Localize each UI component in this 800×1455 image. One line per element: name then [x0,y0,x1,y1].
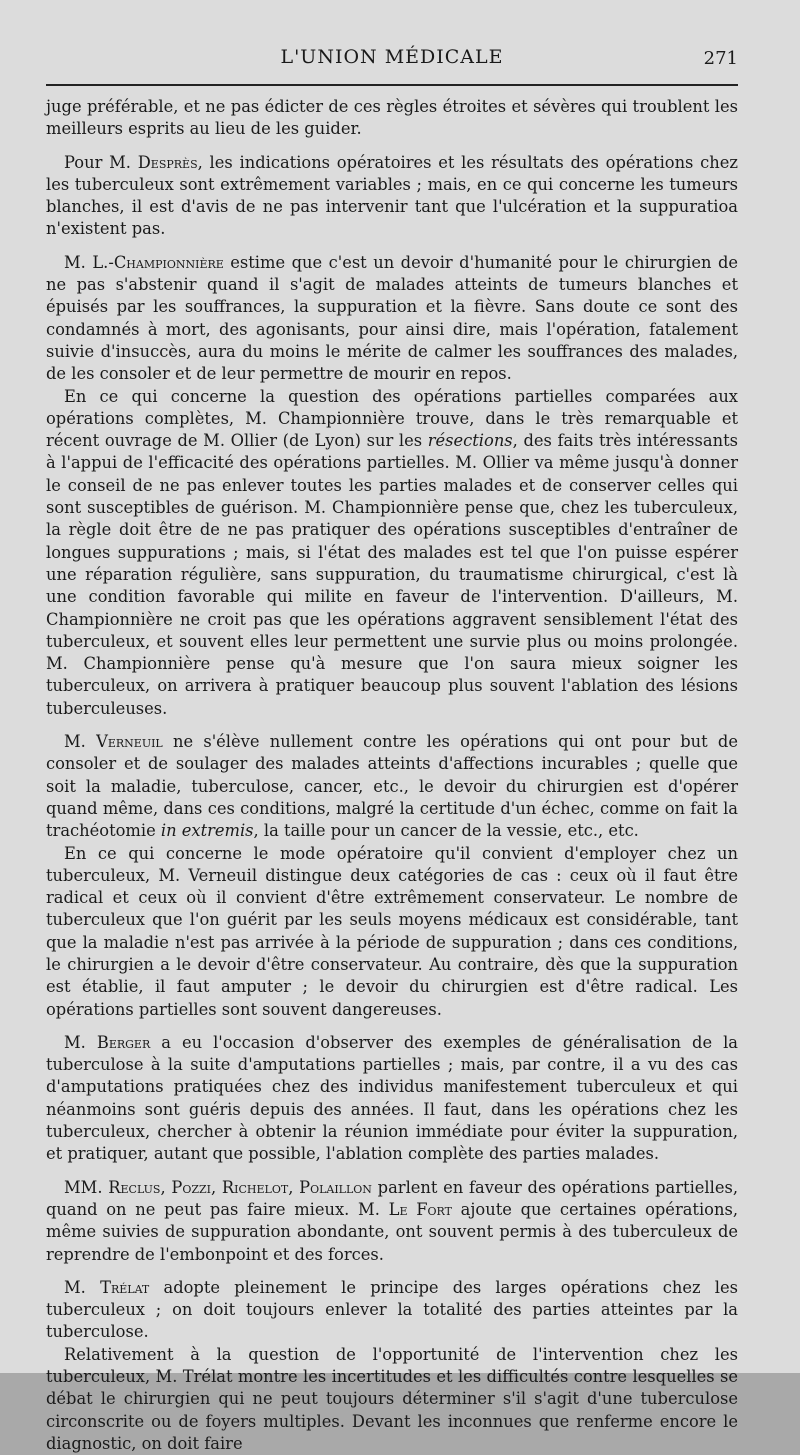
text-run: estime que c'est un devoir d'humanité pour le chirurgien de ne pas s'abstenir quand il s'agit de malades atteints de tumeurs blanches et épuisés par les souffrances, la suppuration et la fièvre. Sans doute ce sont des condamnés à mort, des agonisants, pour ainsi dire, mais l'opération, fatalement suivie d'insuccès, aura du moins le mérite de calmer les souffrances des malades, de les consoler et de leur permettre de mourir en repos. [46,252,739,384]
paragraph [46,152,738,241]
italic-term: in extremis [160,821,254,841]
paragraph [46,843,738,1021]
text-run: parlent en faveur des opérations partielles, quand on ne peut pas faire mieux. M. [46,1177,739,1219]
text-run: M. [64,1032,97,1052]
text-run: juge préférable, et ne pas édicter de ces règles étroites et sévères qui troublent les meilleurs esprits au lieu de les guider. [46,97,738,139]
text-run: M. [64,732,97,752]
text-run: M. [64,1277,101,1297]
text-run: MM. [64,1177,109,1197]
paragraph [46,1032,738,1166]
author-name: Polaillon [299,1177,372,1197]
page-number: 271 [703,48,738,69]
author-name: Le Fort [388,1199,452,1219]
text-run: M. L.- [64,252,114,272]
paragraph [46,1177,738,1266]
running-header [46,44,738,74]
author-name: Richelot [221,1177,289,1197]
body-text [46,96,738,1455]
paragraph [46,1277,738,1344]
text-run: ajoute que certaines opérations, même suivies de suppuration abondante, ont souvent permis à des tuberculeux de reprendre de l'embonpoint et des forces. [46,1199,739,1264]
text-run: En ce qui concerne la question des opérations partielles comparées aux opérations complètes, M. Championnière trouve, dans le très remarquable et récent ouvrage de M. Ollier (de Lyon) sur les [46,386,738,451]
author-name: Berger [96,1032,151,1052]
author-name: Championnière [113,252,224,272]
text-run: , [288,1177,300,1197]
text-run: a eu l'occasion d'observer des exemples de généralisation de la tuberculose à la suite d'amputations partielles ; mais, par contre, il a vu des cas d'amputations pratiquées chez des individus manifestement tuberculeux et qui néanmoins sont guéris depuis des années. Il faut, dans les opérations chez les tuberculeux, chercher à obtenir la réunion immédiate pour éviter la suppuration, et pratiquer, autant que possible, l'ablation complète des parties malades. [46,1032,738,1164]
paragraph [46,731,738,842]
text-run: , [210,1177,222,1197]
paragraph [46,1344,738,1455]
author-name: Reclus [108,1177,161,1197]
paragraph [46,96,738,141]
header-rule [46,84,738,86]
text-run: Pour M. [64,152,138,172]
paragraph [46,386,738,720]
text-run: , la taille pour un cancer de la vessie, etc., etc. [253,821,639,841]
author-name: Verneuil [96,732,163,752]
text-run: , les indications opératoires et les résultats des opérations chez les tuberculeux sont extrêmement variables ; mais, en ce qui concerne les tumeurs blanches, il est d'avis de ne pas intervenir tant que l'ulcération et la suppuratioa n'existent pas. [46,152,738,239]
text-run: ne s'élève nullement contre les opérations qui ont pour but de consoler et de soulager des malades atteints d'affections incurables ; quelle que soit la maladie, tuberculose, cancer, etc., le devoir du chirurgien est d'opérer quand même, dans ces conditions, malgré la certitude d'un échec, comme on fait la trachéotomie [46,732,738,841]
author-name: Trélat [100,1277,150,1297]
text-run: adopte pleinement le principe des larges opérations chez les tuberculeux ; on doit toujours enlever la totalité des parties atteintes par la tuberculose. [46,1277,738,1342]
author-name: Pozzi [171,1177,211,1197]
author-name: Desprès [137,152,198,172]
text-run: En ce qui concerne le mode opératoire qu'il convient d'employer chez un tuberculeux, M. Verneuil distingue deux catégories de cas : ceux où il faut être radical et ceux où il convient d'être extrêmement conservateur. Le nombre de tuberculeux que l'on guérit par les seuls moyens médicaux est considérable, tant que la maladie n'est pas arrivée à la période de suppuration ; dans ces conditions, le chirurgien a le devoir d'être conservateur. Au contraire, dès que la suppuration est établie, il faut amputer ; le devoir du chirurgien est d'être radical. Les opérations partielles sont souvent dangereuses. [46,843,738,1019]
italic-term: résections [427,431,513,451]
running-title: L'UNION MÉDICALE [280,46,504,68]
text-run: , des faits très intéressants à l'appui de l'efficacité des opérations partielles. M. Ollier va même jusqu'à donner le conseil de ne pas enlever toutes les parties malades et de conserver celles qui sont susceptibles de guérison. M. Championnière pense que, chez les tuberculeux, la règle doit être de ne pas pratiquer des opérations susceptibles d'entraîner de longues suppurations ; mais, si l'état des malades est tel que l'on puisse espérer une réparation régulière, sans suppuration, du traumatisme chirurgical, c'est là une condition favorable qui milite en faveur de l'intervention. D'ailleurs, M. Championnière ne croit pas que les opérations aggravent sensiblement l'état des tuberculeux, et souvent elles leur permettent une survie plus ou moins prolongée. M. Championnière pense qu'à mesure que l'on saura mieux soigner les tuberculeux, on arrivera à pratiquer beaucoup plus souvent l'ablation des lésions tuberculeuses. [46,431,738,718]
text-run: , [160,1177,172,1197]
text-run: Relativement à la question de l'opportunité de l'intervention chez les tuberculeux, M. Trélat montre les incertitudes et les difficultés contre lesquelles se débat le chirurgien qui ne peut toujours déterminer s'il s'agit d'une tuberculose circonscrite ou de foyers multiples. Devant les inconnues que renferme encore le diagnostic, on doit faire [46,1344,738,1453]
paragraph [46,252,738,386]
